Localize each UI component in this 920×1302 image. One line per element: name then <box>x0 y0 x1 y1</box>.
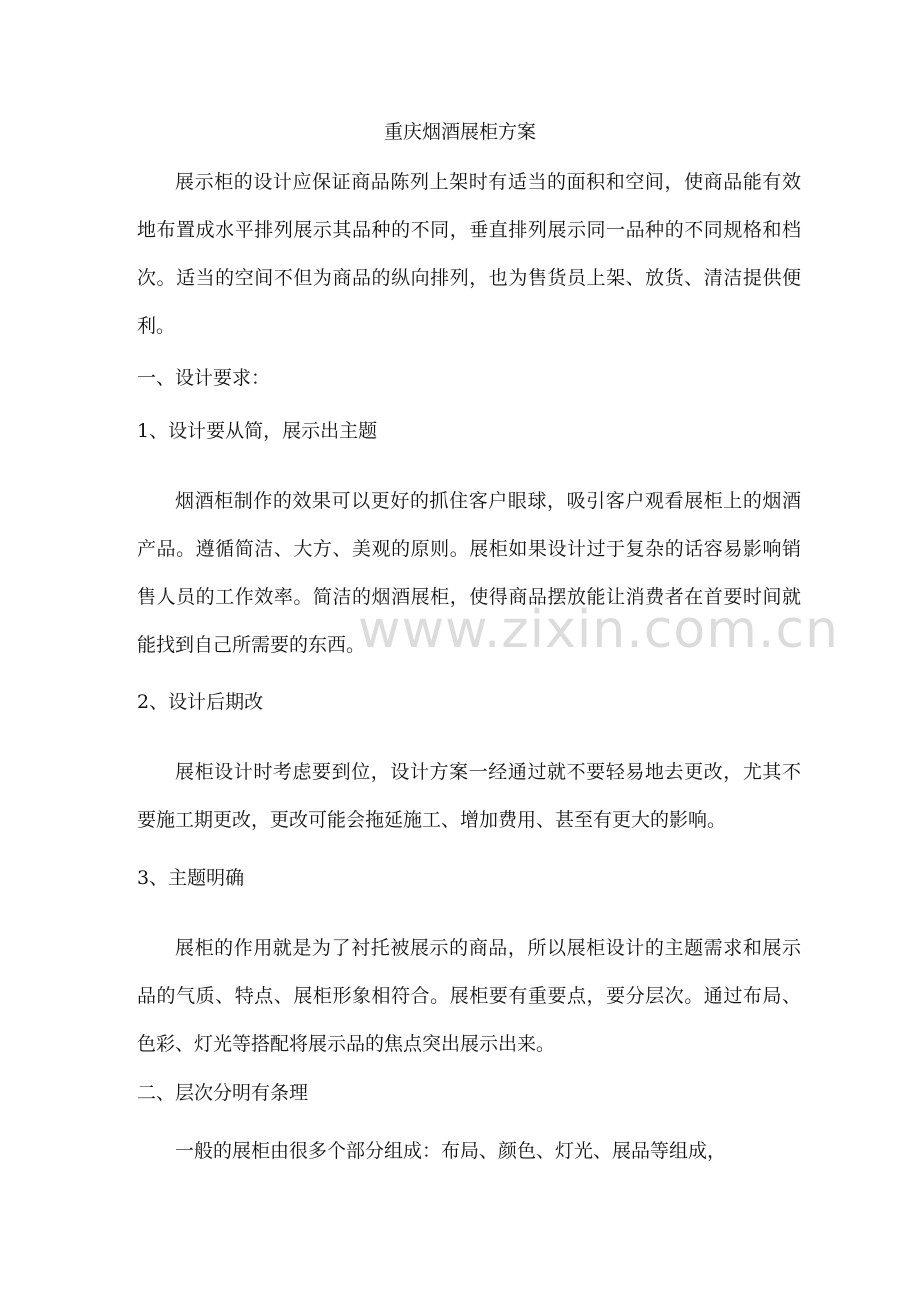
section-heading-requirements: 一、设计要求： <box>137 367 271 389</box>
item-paragraph-clear-theme: 展柜的作用就是为了衬托被展示的商品，所以展柜设计的主题需求和展示品的气质、特点、展柜形象相符合。展柜要有重要点，要分层次。通过布局、色彩、灯光等搭配将展示品的焦点突出展示出来。 <box>137 937 801 1055</box>
document-title: 重庆烟酒展柜方案 <box>383 121 536 143</box>
item-heading-clear-theme: 3、主题明确 <box>137 867 245 889</box>
section-paragraph-layering: 一般的展柜由很多个部分组成：布局、颜色、灯光、展品等组成， <box>175 1140 727 1162</box>
section-heading-layering: 二、层次分明有条理 <box>137 1082 309 1104</box>
item-heading-later-changes: 2、设计后期改 <box>137 691 264 713</box>
intro-paragraph: 展示柜的设计应保证商品陈列上架时有适当的面积和空间，使商品能有效地布置成水平排列展示其品种的不同，垂直排列展示同一品种的不同规格和档次。适当的空间不但为商品的纵向排列，也为售货员上架、放货、清洁提供便利。 <box>137 171 801 337</box>
item-heading-simple-design: 1、设计要从简，展示出主题 <box>137 420 378 442</box>
watermark-text: www.zixin.com.cn <box>358 600 839 660</box>
item-paragraph-later-changes: 展柜设计时考虑要到位，设计方案一经通过就不要轻易地去更改，尤其不要施工期更改，更改可能会拖延施工、增加费用、甚至有更大的影响。 <box>137 761 801 831</box>
item-paragraph-simple-design: 烟酒柜制作的效果可以更好的抓住客户眼球，吸引客户观看展柜上的烟酒产品。遵循简洁、大方、美观的原则。展柜如果设计过于复杂的话容易影响销售人员的工作效率。简洁的烟酒展柜，使得商品摆放能让消费者在首要时间就能找到自己所需要的东西。 <box>137 490 801 656</box>
